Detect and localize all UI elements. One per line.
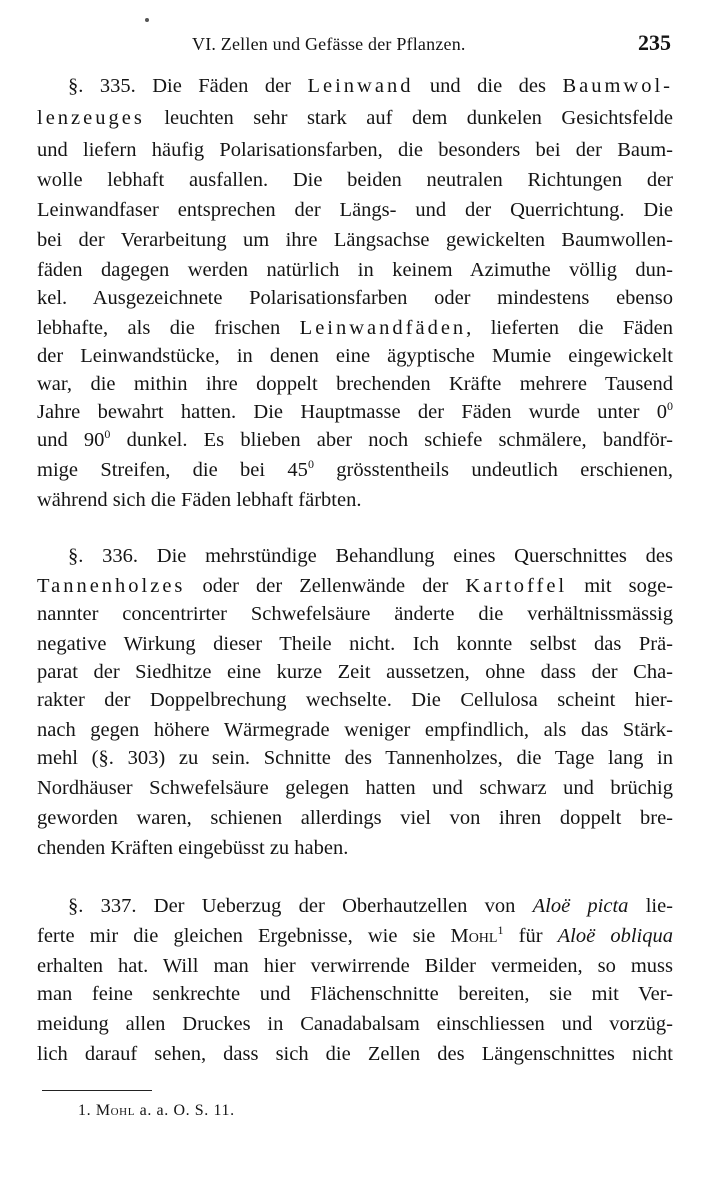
text-line — [37, 72, 673, 100]
text-line: parat der Siedhitze eine kurze Zeit aussetzen, ohne dass der Cha- — [37, 661, 673, 683]
text-line: Nordhäuser Schwefelsäure gelegen hatten und schwarz und brüchig — [37, 777, 673, 799]
text-line: Leinwandfaser entsprechen der Längs- und der Querrichtung. Die — [37, 199, 673, 221]
running-head: VI. Zellen und Gefässe der Pflanzen. — [192, 34, 466, 54]
spaced-term: Leinwandfäden — [299, 317, 467, 339]
text-line: nannter concentrirter Schwefelsäure änderte die verhältnissmässig — [37, 603, 673, 625]
text-span: §. 336. Die mehrstündige Behandlung eines Querschnittes des — [68, 545, 673, 567]
author-name: Mohl — [450, 925, 498, 947]
text-line — [37, 922, 673, 950]
text-line: chenden Kräften eingebüsst zu haben. — [37, 837, 349, 859]
page-header — [40, 30, 671, 60]
text-span: und die des — [413, 75, 563, 97]
text-line — [37, 398, 673, 426]
degree-sign: 0 — [307, 457, 314, 472]
text-line — [37, 542, 673, 570]
text-span: leuchten sehr stark auf dem dunkelen Gesichtsfelde — [144, 107, 673, 129]
text-line — [37, 314, 673, 342]
spaced-term: Kartoffel — [465, 575, 568, 597]
spaced-term: lenzeuges — [37, 107, 145, 129]
text-line: war, die mithin ihre doppelt brechenden Kräfte mehrere Tausend — [37, 373, 673, 395]
text-line: wolle lebhaft ausfallen. Die beiden neutralen Richtungen der — [37, 169, 673, 191]
text-span: und 90 — [37, 429, 105, 451]
text-span: lebhafte, als die frischen — [37, 317, 300, 339]
text-line — [37, 572, 673, 600]
text-line: lich darauf sehen, dass sich die Zellen des Längenschnittes nicht — [37, 1043, 673, 1065]
text-line — [37, 426, 673, 454]
text-line: erhalten hat. Will man hier verwirrende Bilder vermeiden, so muss — [37, 955, 673, 977]
footnote — [78, 1102, 235, 1120]
text-span: grösstentheils undeutlich erschienen, — [313, 459, 673, 481]
text-line: kel. Ausgezeichnete Polarisationsfarben oder mindestens ebenso — [37, 287, 673, 309]
text-span: §. 337. Der Ueberzug der Oberhautzellen von — [68, 895, 533, 917]
species-name: Aloë picta — [532, 895, 629, 917]
spaced-term: Baumwol- — [562, 75, 673, 97]
degree-sign: 0 — [104, 427, 111, 442]
text-line: nach gegen höhere Wärmegrade weniger empfindlich, als das Stärk- — [37, 719, 673, 741]
text-span: mit soge- — [567, 575, 674, 597]
text-span: a. a. O. S. 11. — [135, 1102, 235, 1119]
text-line: mehl (§. 303) zu sein. Schnitte des Tannenholzes, die Tage lang in — [37, 747, 673, 769]
page-number: 235 — [638, 30, 671, 55]
text-line — [37, 104, 673, 132]
spaced-term: Tannenholzes — [37, 575, 186, 597]
text-line: rakter der Doppelbrechung wechselte. Die Cellulosa scheint hier- — [37, 689, 673, 711]
footnote-rule — [42, 1090, 152, 1091]
text-span: , lieferten die Fäden — [466, 317, 673, 339]
text-span: oder der Zellenwände der — [185, 575, 466, 597]
text-span: ferte mir die gleichen Ergebnisse, wie sie — [37, 925, 451, 947]
text-line — [37, 456, 673, 484]
text-line: geworden waren, schienen allerdings viel von ihren doppelt bre- — [37, 807, 673, 829]
text-line: und liefern häufig Polarisationsfarben, die besonders bei der Baum- — [37, 139, 673, 161]
text-span: 1. — [78, 1102, 96, 1119]
footnote-marker: 1 — [497, 923, 504, 938]
spaced-term: Leinwand — [307, 75, 414, 97]
author-name: Mohl — [95, 1102, 136, 1119]
text-line: man feine senkrechte und Flächenschnitte bereiten, sie mit Ver- — [37, 983, 673, 1005]
text-line: negative Wirkung dieser Theile nicht. Ich konnte selbst das Prä- — [37, 633, 673, 655]
text-line: meidung allen Druckes in Canadabalsam einschliessen und vorzüg- — [37, 1013, 673, 1035]
text-line: fäden dagegen werden natürlich in keinem Azimuthe völlig dun- — [37, 259, 673, 281]
degree-sign: 0 — [667, 399, 673, 414]
ink-speck — [145, 18, 149, 22]
text-span: dunkel. Es blieben aber noch schiefe schmälere, bandför- — [110, 429, 673, 451]
text-span: mige Streifen, die bei 45 — [37, 459, 308, 481]
text-span: lie- — [628, 895, 674, 917]
text-line — [37, 892, 673, 920]
text-span: §. 335. Die Fäden der — [68, 75, 308, 97]
text-line: bei der Verarbeitung um ihre Längsachse gewickelten Baumwollen- — [37, 229, 673, 251]
species-name: Aloë obliqua — [557, 925, 673, 947]
text-span: für — [503, 925, 558, 947]
text-line: während sich die Fäden lebhaft färbten. — [37, 489, 362, 511]
text-line: der Leinwandstücke, in denen eine ägyptische Mumie eingewickelt — [37, 345, 673, 367]
text-span: Jahre bewahrt hatten. Die Hauptmasse der Fäden wurde unter 0 — [37, 401, 667, 423]
